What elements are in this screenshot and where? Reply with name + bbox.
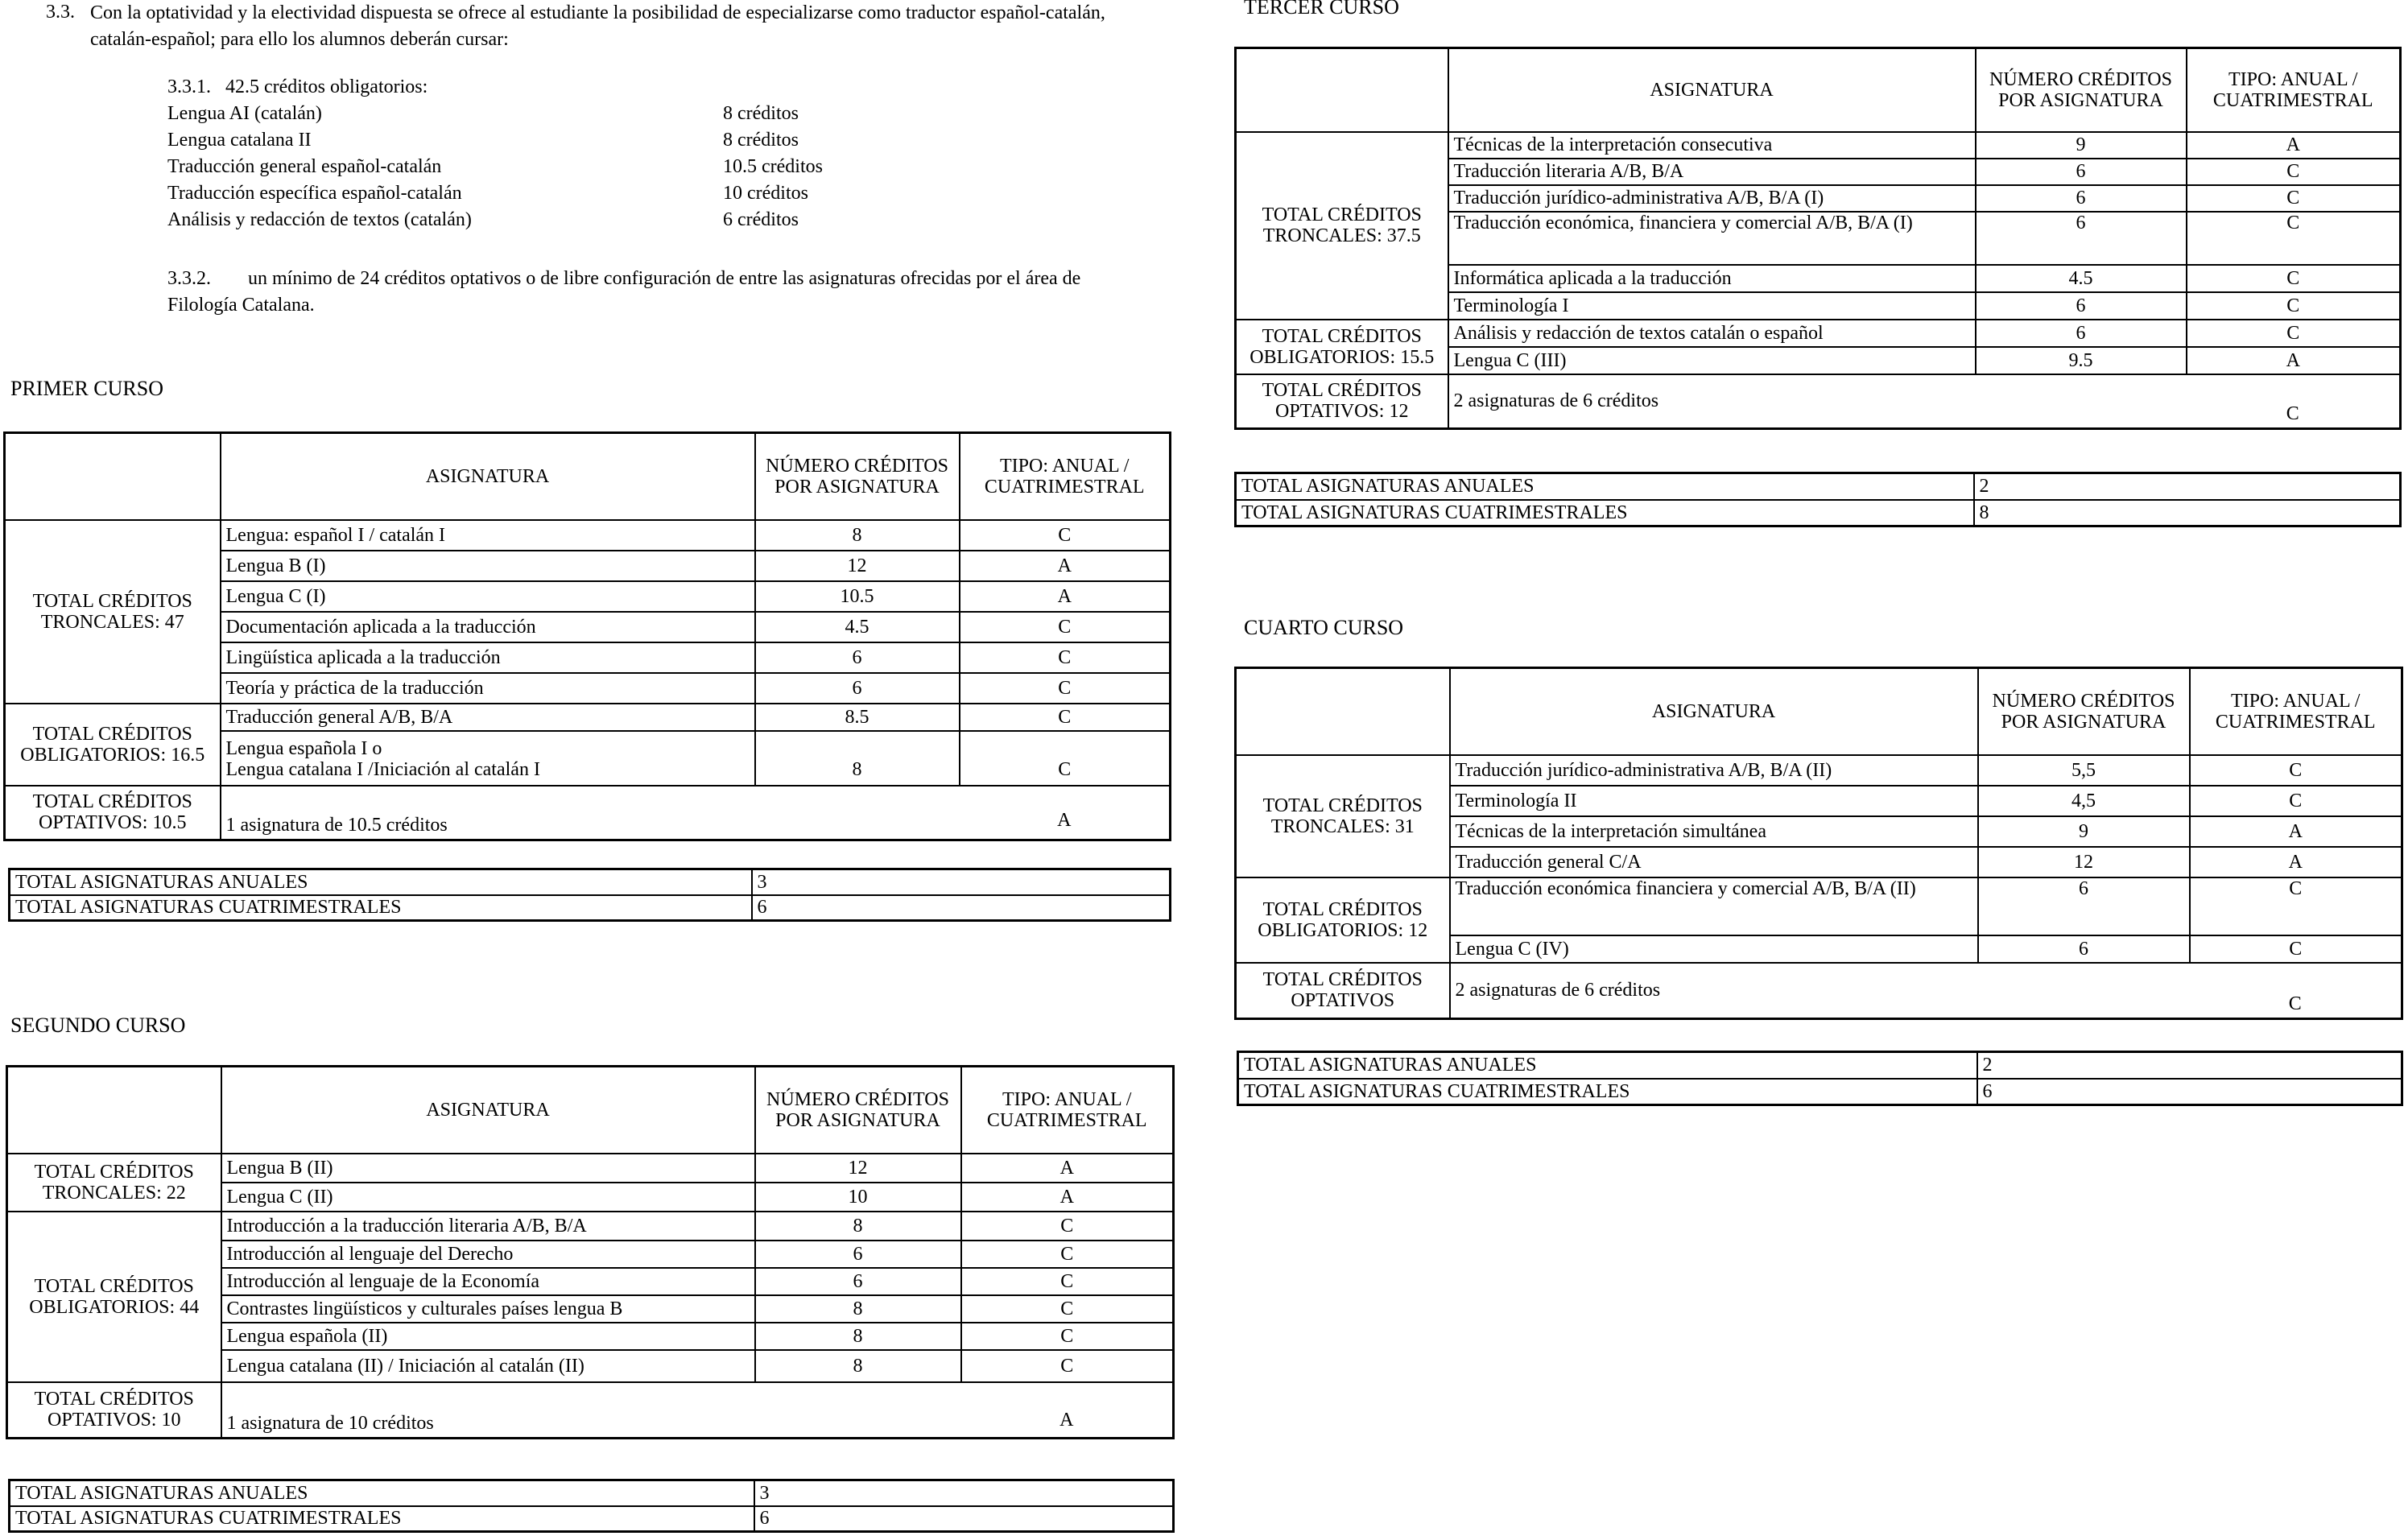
table-row: Documentación aplicada a la traducción 4.5 C [5, 612, 1171, 642]
group-label: TOTAL CRÉDITOS TRONCALES: 22 [7, 1154, 221, 1212]
table-row: Técnicas de la interpretación simultánea 9 A [1236, 816, 2402, 847]
group-label: TOTAL CRÉDITOS TRONCALES: 37.5 [1236, 132, 1448, 320]
group-label: TOTAL CRÉDITOS OPTATIVOS [1236, 963, 1450, 1019]
header-asignatura: ASIGNATURA [1448, 48, 1976, 132]
table-row: Lengua española I o Lengua catalana I /Iniciación al catalán I 8 C [5, 731, 1171, 786]
table-row: TOTAL CRÉDITOS OPTATIVOS: 12 2 asignaturas de 6 créditos C [1236, 374, 2401, 429]
table-row: Lengua catalana (II) / Iniciación al catalán (II) 8 C [7, 1350, 1174, 1382]
section-heading: SEGUNDO CURSO [10, 1014, 186, 1037]
course-table-cuarto [1234, 667, 2403, 1020]
table-row: Traducción económica, financiera y comercial A/B, B/A (I) 6 C [1236, 212, 2401, 265]
table-row: Introducción al lenguaje de la Economía 6 C [7, 1268, 1174, 1295]
list-item: Traducción específica español-catalán 10 créditos [167, 183, 808, 204]
table-row: Terminología II 4,5 C [1236, 786, 2402, 816]
table-row: TOTAL CRÉDITOS TRONCALES: 31 Traducción jurídico-administrativa A/B, B/A (II) 5,5 C [1236, 755, 2402, 786]
mandatory-credits-list [167, 74, 823, 233]
course-table-tercer [1234, 47, 2402, 430]
group-label: TOTAL CRÉDITOS OBLIGATORIOS: 44 [7, 1212, 221, 1382]
table-row: TOTAL CRÉDITOS OBLIGATORIOS: 15.5 Análisis y redacción de textos catalán o español 6 C [1236, 320, 2401, 347]
table-row: TOTAL CRÉDITOS OPTATIVOS: 10 1 asignatura de 10 créditos A [7, 1382, 1174, 1439]
section-number: 3.3. [46, 2, 75, 23]
group-label: TOTAL CRÉDITOS TRONCALES: 31 [1236, 755, 1450, 877]
group-label: TOTAL CRÉDITOS OPTATIVOS: 12 [1236, 374, 1448, 429]
header-numero: NÚMERO CRÉDITOS POR ASIGNATURA [1978, 668, 2190, 755]
table-row: Lengua española (II) 8 C [7, 1323, 1174, 1350]
table-row: TOTAL CRÉDITOS TRONCALES: 22 Lengua B (II) 12 A [7, 1154, 1174, 1183]
header-tipo: TIPO: ANUAL / CUATRIMESTRAL [2187, 48, 2401, 132]
optional-credits-paragraph: 3.3.2. un mínimo de 24 créditos optativos o de libre configuración de entre las asignaturas ofrecidas por el área de Filología Catalana. [167, 268, 1081, 316]
header-tipo: TIPO: ANUAL / CUATRIMESTRAL [961, 1067, 1174, 1154]
table-row: Teoría y práctica de la traducción 6 C [5, 673, 1171, 704]
table-row: Traducción literaria A/B, B/A 6 C [1236, 159, 2401, 185]
group-label: TOTAL CRÉDITOS TRONCALES: 47 [5, 520, 221, 704]
sub-heading: 3.3.1. 42.5 créditos obligatorios: [167, 76, 428, 97]
group-label: TOTAL CRÉDITOS OPTATIVOS: 10.5 [5, 786, 221, 840]
course-table-segundo [6, 1065, 1175, 1439]
intro-paragraph: Con la optatividad y la electividad dispuesta se ofrece al estudiante la posibilidad de especializarse como traductor español-catalán, catalán-español; para ello los alumnos deberán cursar: [90, 2, 1105, 50]
header-asignatura: ASIGNATURA [221, 1067, 755, 1154]
table-row: Terminología I 6 C [1236, 292, 2401, 320]
header-blank [5, 433, 221, 520]
table-row: Informática aplicada a la traducción 4.5 C [1236, 265, 2401, 292]
summary-table-cuarto: TOTAL ASIGNATURAS ANUALES 2 TOTAL ASIGNATURAS CUATRIMESTRALES 6 [1237, 1051, 2403, 1106]
list-item: Lengua AI (catalán) 8 créditos [167, 103, 799, 124]
group-label: TOTAL CRÉDITOS OBLIGATORIOS: 12 [1236, 877, 1450, 963]
group-label: TOTAL CRÉDITOS OBLIGATORIOS: 16.5 [5, 704, 221, 786]
summary-table-primer: TOTAL ASIGNATURAS ANUALES 3 TOTAL ASIGNATURAS CUATRIMESTRALES 6 [8, 868, 1171, 922]
summary-table-segundo: TOTAL ASIGNATURAS ANUALES 3 TOTAL ASIGNATURAS CUATRIMESTRALES 6 [8, 1479, 1175, 1533]
table-row: Lengua C (I) 10.5 A [5, 581, 1171, 612]
course-table-primer [3, 431, 1171, 841]
table-row: TOTAL CRÉDITOS OPTATIVOS: 10.5 1 asignatura de 10.5 créditos A [5, 786, 1171, 840]
table-row: Traducción jurídico-administrativa A/B, B/A (I) 6 C [1236, 185, 2401, 212]
header-tipo: TIPO: ANUAL / CUATRIMESTRAL [2190, 668, 2402, 755]
table-row: TOTAL CRÉDITOS OBLIGATORIOS: 44 Introducción a la traducción literaria A/B, B/A 8 C [7, 1212, 1174, 1241]
header-numero: NÚMERO CRÉDITOS POR ASIGNATURA [755, 433, 960, 520]
group-label: TOTAL CRÉDITOS OPTATIVOS: 10 [7, 1382, 221, 1439]
list-item: Análisis y redacción de textos (catalán) 6 créditos [167, 209, 799, 230]
table-row: TOTAL CRÉDITOS TRONCALES: 37.5 Técnicas de la interpretación consecutiva 9 A [1236, 132, 2401, 159]
header-numero: NÚMERO CRÉDITOS POR ASIGNATURA [755, 1067, 961, 1154]
table-row: Lengua C (II) 10 A [7, 1183, 1174, 1212]
table-row: Introducción al lenguaje del Derecho 6 C [7, 1241, 1174, 1268]
header-tipo: TIPO: ANUAL / CUATRIMESTRAL [960, 433, 1171, 520]
table-row: TOTAL CRÉDITOS OPTATIVOS 2 asignaturas de 6 créditos C [1236, 963, 2402, 1019]
header-asignatura: ASIGNATURA [1450, 668, 1978, 755]
group-label: TOTAL CRÉDITOS OBLIGATORIOS: 15.5 [1236, 320, 1448, 374]
table-row: Lingüística aplicada a la traducción 6 C [5, 642, 1171, 673]
header-asignatura: ASIGNATURA [221, 433, 755, 520]
header-numero: NÚMERO CRÉDITOS POR ASIGNATURA [1976, 48, 2187, 132]
table-row: Traducción general C/A 12 A [1236, 847, 2402, 877]
summary-table-tercer: TOTAL ASIGNATURAS ANUALES 2 TOTAL ASIGNATURAS CUATRIMESTRALES 8 [1234, 472, 2402, 527]
table-row: TOTAL CRÉDITOS OBLIGATORIOS: 12 Traducción económica financiera y comercial A/B, B/A (II) 6 C [1236, 877, 2402, 935]
table-row: Contrastes lingüísticos y culturales países lengua B 8 C [7, 1295, 1174, 1323]
table-row: TOTAL CRÉDITOS TRONCALES: 47 Lengua: español I / catalán I 8 C [5, 520, 1171, 551]
list-item: Lengua catalana II 8 créditos [167, 130, 799, 151]
section-heading: PRIMER CURSO [10, 377, 163, 400]
table-row: TOTAL CRÉDITOS OBLIGATORIOS: 16.5 Traducción general A/B, B/A 8.5 C [5, 704, 1171, 731]
table-row: Lengua C (IV) 6 C [1236, 935, 2402, 963]
table-row: Lengua B (I) 12 A [5, 551, 1171, 581]
section-heading: CUARTO CURSO [1244, 616, 1404, 639]
table-row: Lengua C (III) 9.5 A [1236, 347, 2401, 374]
list-item: Traducción general español-catalán 10.5 créditos [167, 156, 823, 177]
section-heading: TERCER CURSO [1244, 0, 1399, 19]
